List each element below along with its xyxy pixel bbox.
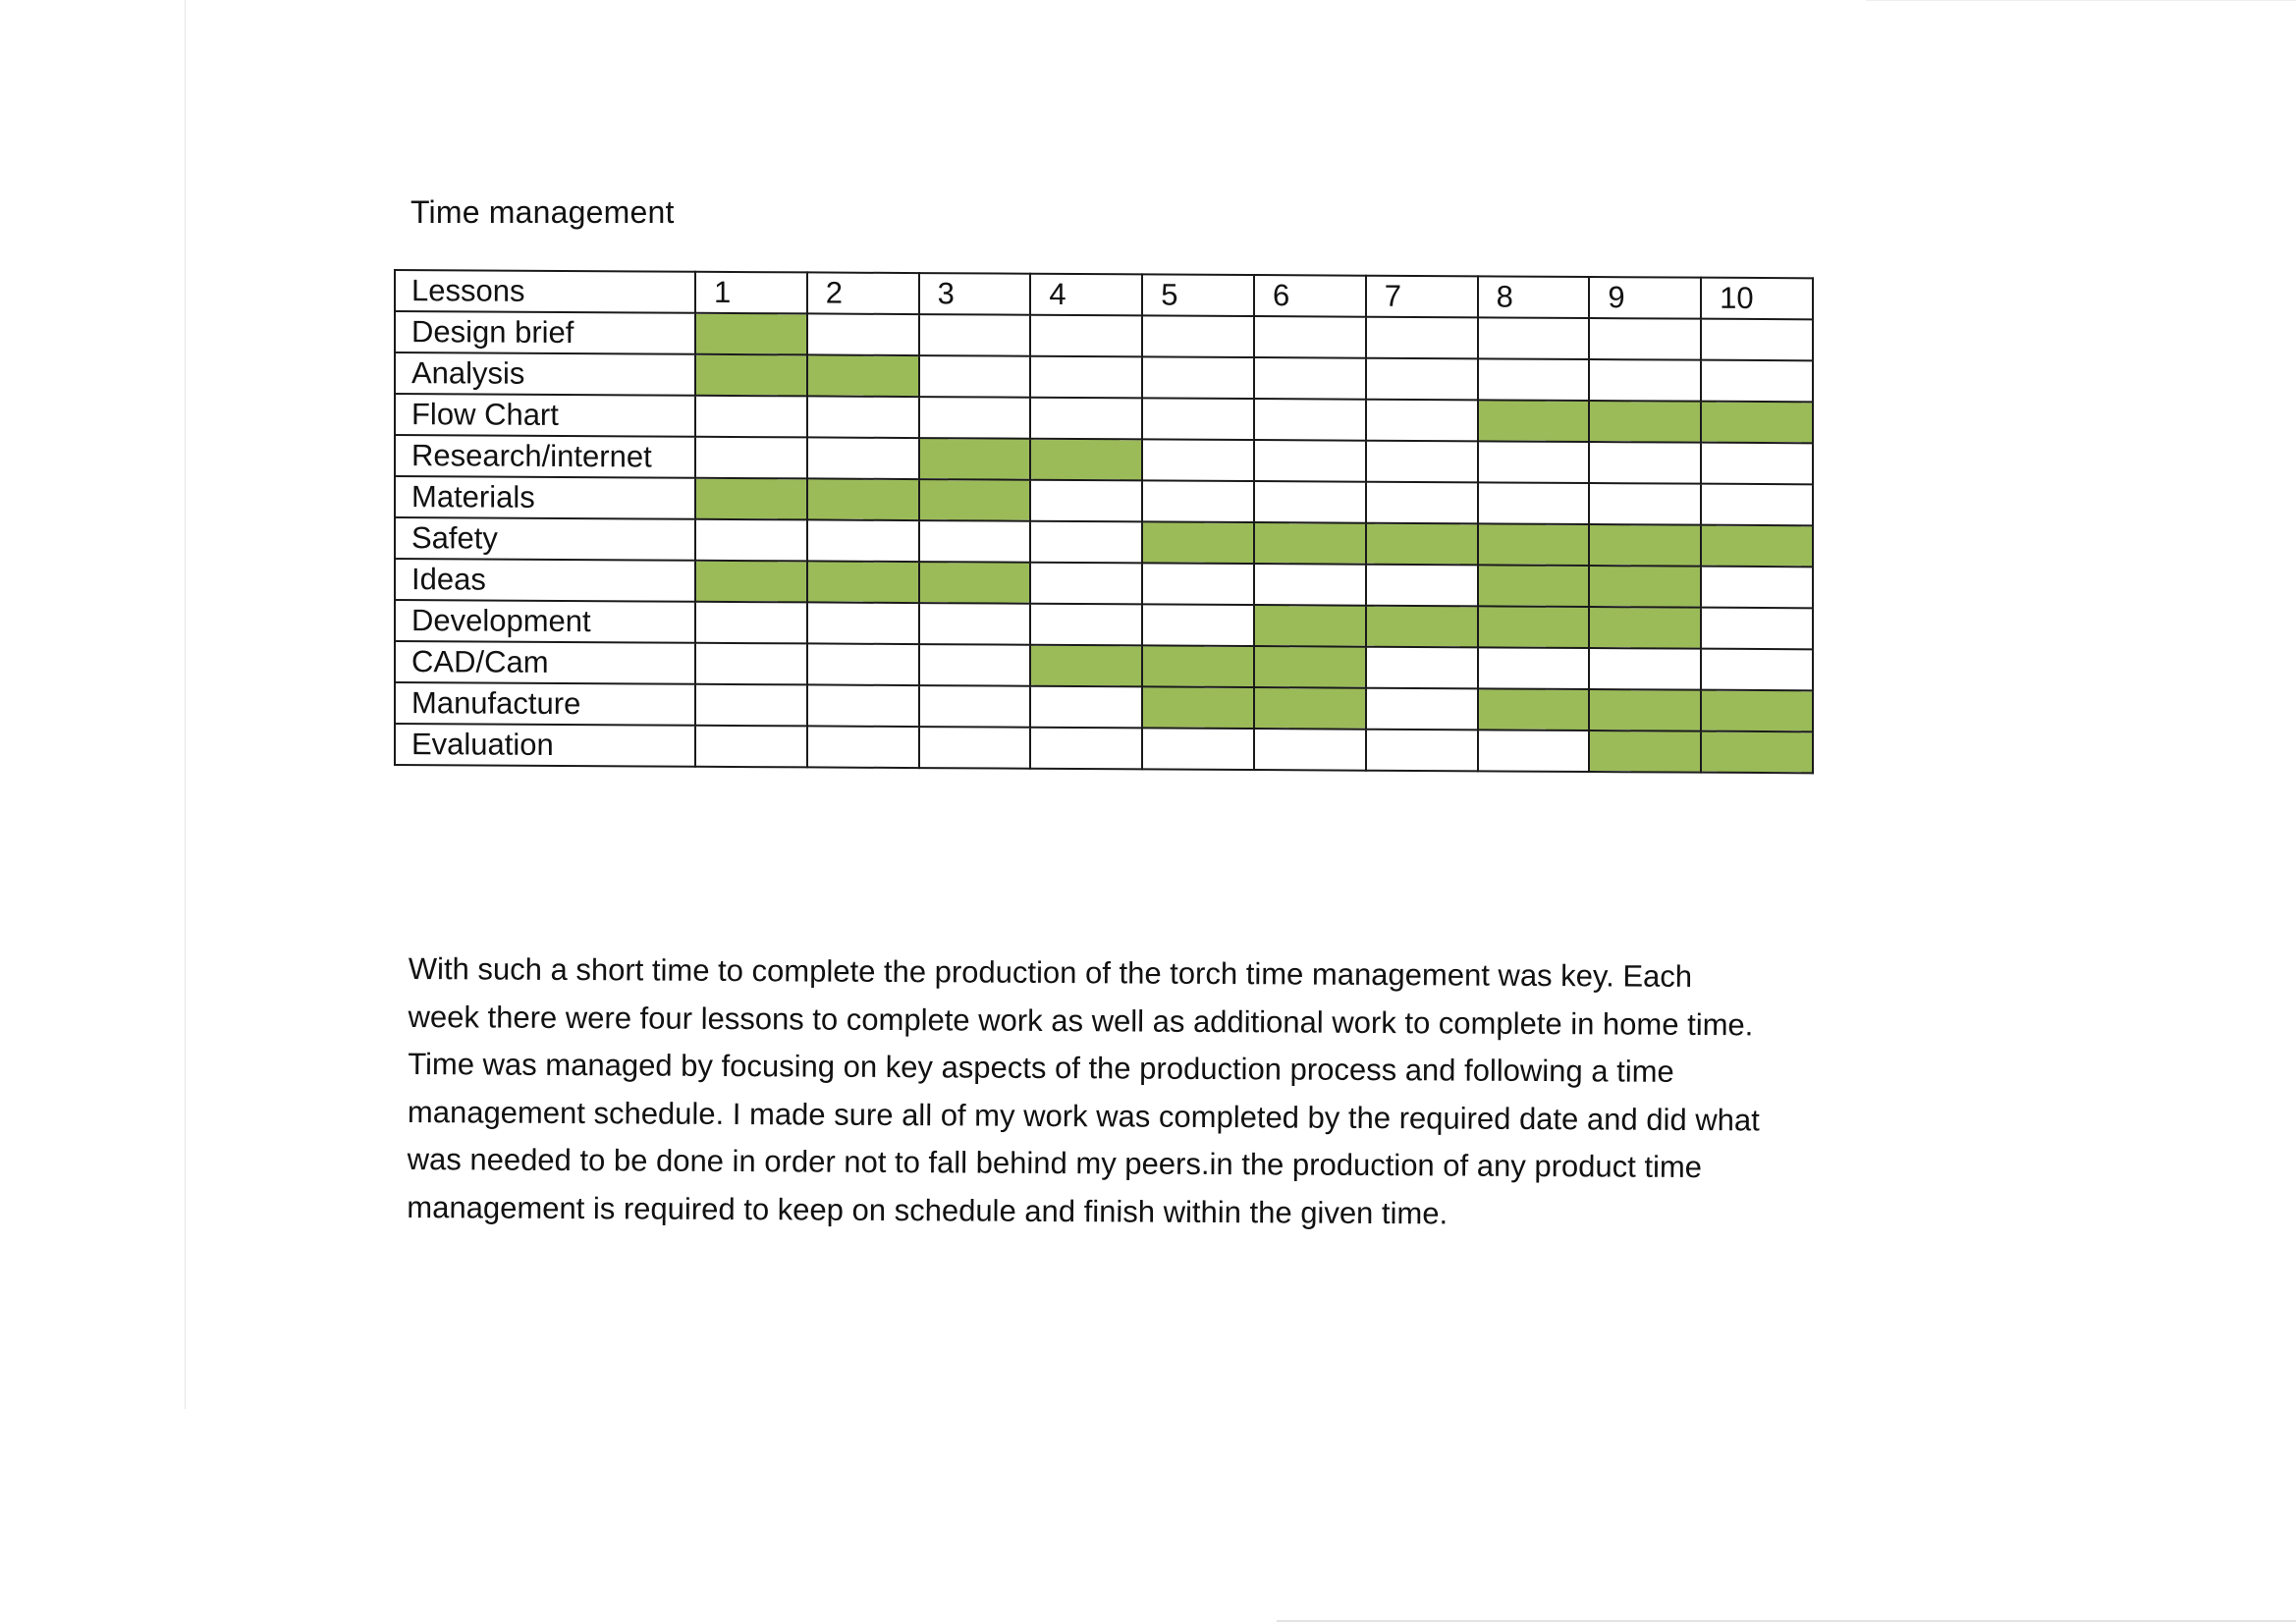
empty-cell [1478,441,1590,483]
scheduled-cell [1589,689,1701,731]
empty-cell [1254,564,1366,606]
scheduled-cell [1478,606,1590,648]
empty-cell [919,314,1031,356]
empty-cell [1254,440,1366,482]
task-row [395,724,1813,773]
empty-cell [1254,316,1366,358]
scheduled-cell [1142,521,1254,564]
empty-cell [919,355,1031,398]
scheduled-cell [1142,686,1254,729]
empty-cell [919,644,1031,686]
empty-cell [695,396,807,438]
empty-cell [919,520,1031,563]
page-title: Time management [410,194,675,230]
empty-cell [1589,318,1701,360]
scheduled-cell [1030,439,1142,481]
task-label: Flow Chart [395,394,695,437]
paragraph-line: week there were four lessons to complete work as well as additional work to complete in home time. [408,999,1754,1042]
scan-edge-top [1866,0,2296,1]
empty-cell [1142,604,1254,646]
scheduled-cell [1254,687,1366,730]
empty-cell [1366,482,1478,524]
scheduled-cell [1478,565,1590,607]
empty-cell [919,685,1031,728]
empty-cell [1366,441,1478,483]
empty-cell [1366,688,1478,730]
paragraph-line: With such a short time to complete the production of the torch time management was key. Each [408,950,1693,994]
empty-cell [1142,728,1254,770]
empty-cell [1478,317,1590,359]
empty-cell [1366,565,1478,607]
empty-cell [1366,358,1478,401]
paragraph-line: management is required to keep on schedule and finish within the given time. [407,1189,1449,1230]
empty-cell [1366,400,1478,442]
empty-cell [1478,358,1590,401]
empty-cell [807,602,919,644]
scheduled-cell [1589,566,1701,608]
empty-cell [1701,567,1813,609]
scheduled-cell [1366,606,1478,648]
empty-cell [695,726,807,768]
scheduled-cell [695,354,807,397]
empty-cell [1030,604,1142,646]
task-label: Materials [395,476,695,519]
scheduled-cell [1366,523,1478,566]
lesson-number-10: 10 [1701,278,1813,320]
scheduled-cell [919,479,1031,521]
header-label: Lessons [395,270,695,313]
empty-cell [919,397,1031,439]
task-label: CAD/Cam [395,641,695,684]
empty-cell [1030,728,1142,770]
scheduled-cell [695,478,807,520]
empty-cell [807,684,919,727]
empty-cell [695,437,807,479]
empty-cell [1142,356,1254,399]
scheduled-cell [1478,400,1590,442]
lesson-number-4: 4 [1030,274,1142,316]
scheduled-cell [695,561,807,603]
lesson-number-1: 1 [695,272,807,314]
paragraph-line: was needed to be done in order not to fall behind my peers.in the production of any product time [407,1141,1703,1185]
empty-cell [807,437,919,479]
time-management-table [394,269,1814,795]
empty-cell [1030,480,1142,522]
task-label: Analysis [395,352,695,396]
scheduled-cell [1589,730,1701,773]
empty-cell [695,602,807,644]
empty-cell [1589,359,1701,402]
empty-cell [807,643,919,685]
task-label: Safety [395,517,695,561]
lesson-number-3: 3 [919,273,1031,315]
task-label: Evaluation [395,724,695,767]
empty-cell [1701,484,1813,526]
scheduled-cell [807,561,919,603]
empty-cell [1142,315,1254,357]
lesson-number-2: 2 [807,272,919,314]
empty-cell [1701,608,1813,650]
empty-cell [1366,317,1478,359]
empty-cell [1478,730,1590,772]
scheduled-cell [1254,646,1366,688]
empty-cell [807,519,919,562]
empty-cell [919,603,1031,645]
scheduled-cell [1589,524,1701,567]
task-label: Development [395,600,695,643]
empty-cell [1366,647,1478,689]
schedule-body [395,270,1813,773]
empty-cell [1589,648,1701,690]
scheduled-cell [919,438,1031,480]
empty-cell [1030,315,1142,357]
paragraph-line: management schedule. I made sure all of my work was completed by the required date and did what [407,1094,1760,1137]
scheduled-cell [1589,401,1701,443]
scheduled-cell [1701,690,1813,732]
empty-cell [1366,730,1478,772]
lesson-number-9: 9 [1589,277,1701,319]
empty-cell [1030,686,1142,729]
empty-cell [695,684,807,727]
scheduled-cell [1478,523,1590,566]
scheduled-cell [1254,522,1366,565]
empty-cell [695,643,807,685]
lesson-number-8: 8 [1478,276,1590,318]
task-label: Research/internet [395,435,695,478]
task-label: Design brief [395,311,695,354]
lesson-number-6: 6 [1254,275,1366,317]
empty-cell [1478,482,1590,524]
task-label: Ideas [395,559,695,602]
empty-cell [1142,563,1254,605]
empty-cell [1701,443,1813,485]
empty-cell [807,396,919,438]
scheduled-cell [1701,402,1813,444]
paragraph-line: Time was managed by focusing on key aspects of the production process and following a time [408,1046,1674,1089]
empty-cell [1254,357,1366,400]
empty-cell [1142,398,1254,440]
empty-cell [919,727,1031,769]
scheduled-cell [1589,607,1701,649]
empty-cell [1701,360,1813,403]
empty-cell [1254,729,1366,771]
empty-cell [1589,442,1701,484]
scan-edge-left [185,0,186,1409]
empty-cell [1254,481,1366,523]
reflection-paragraph [407,946,1823,1240]
empty-cell [1142,439,1254,481]
empty-cell [807,313,919,355]
empty-cell [695,519,807,562]
empty-cell [1030,521,1142,564]
scheduled-cell [1254,605,1366,647]
scheduled-cell [807,354,919,397]
task-label: Manufacture [395,682,695,726]
scheduled-cell [1142,645,1254,687]
empty-cell [807,726,919,768]
empty-cell [1478,647,1590,689]
empty-cell [1142,480,1254,522]
empty-cell [1030,563,1142,605]
empty-cell [1030,398,1142,440]
lesson-number-7: 7 [1366,276,1478,318]
scheduled-cell [1701,525,1813,568]
scheduled-cell [919,562,1031,604]
lesson-number-5: 5 [1142,274,1254,316]
scheduled-cell [695,313,807,355]
scheduled-cell [807,478,919,520]
scheduled-cell [1030,645,1142,687]
schedule-grid [394,269,1814,774]
scheduled-cell [1478,688,1590,730]
empty-cell [1589,483,1701,525]
empty-cell [1030,356,1142,399]
scheduled-cell [1701,731,1813,774]
empty-cell [1701,649,1813,691]
empty-cell [1254,399,1366,441]
empty-cell [1701,319,1813,361]
scan-edge-bottom [1277,1620,2296,1622]
